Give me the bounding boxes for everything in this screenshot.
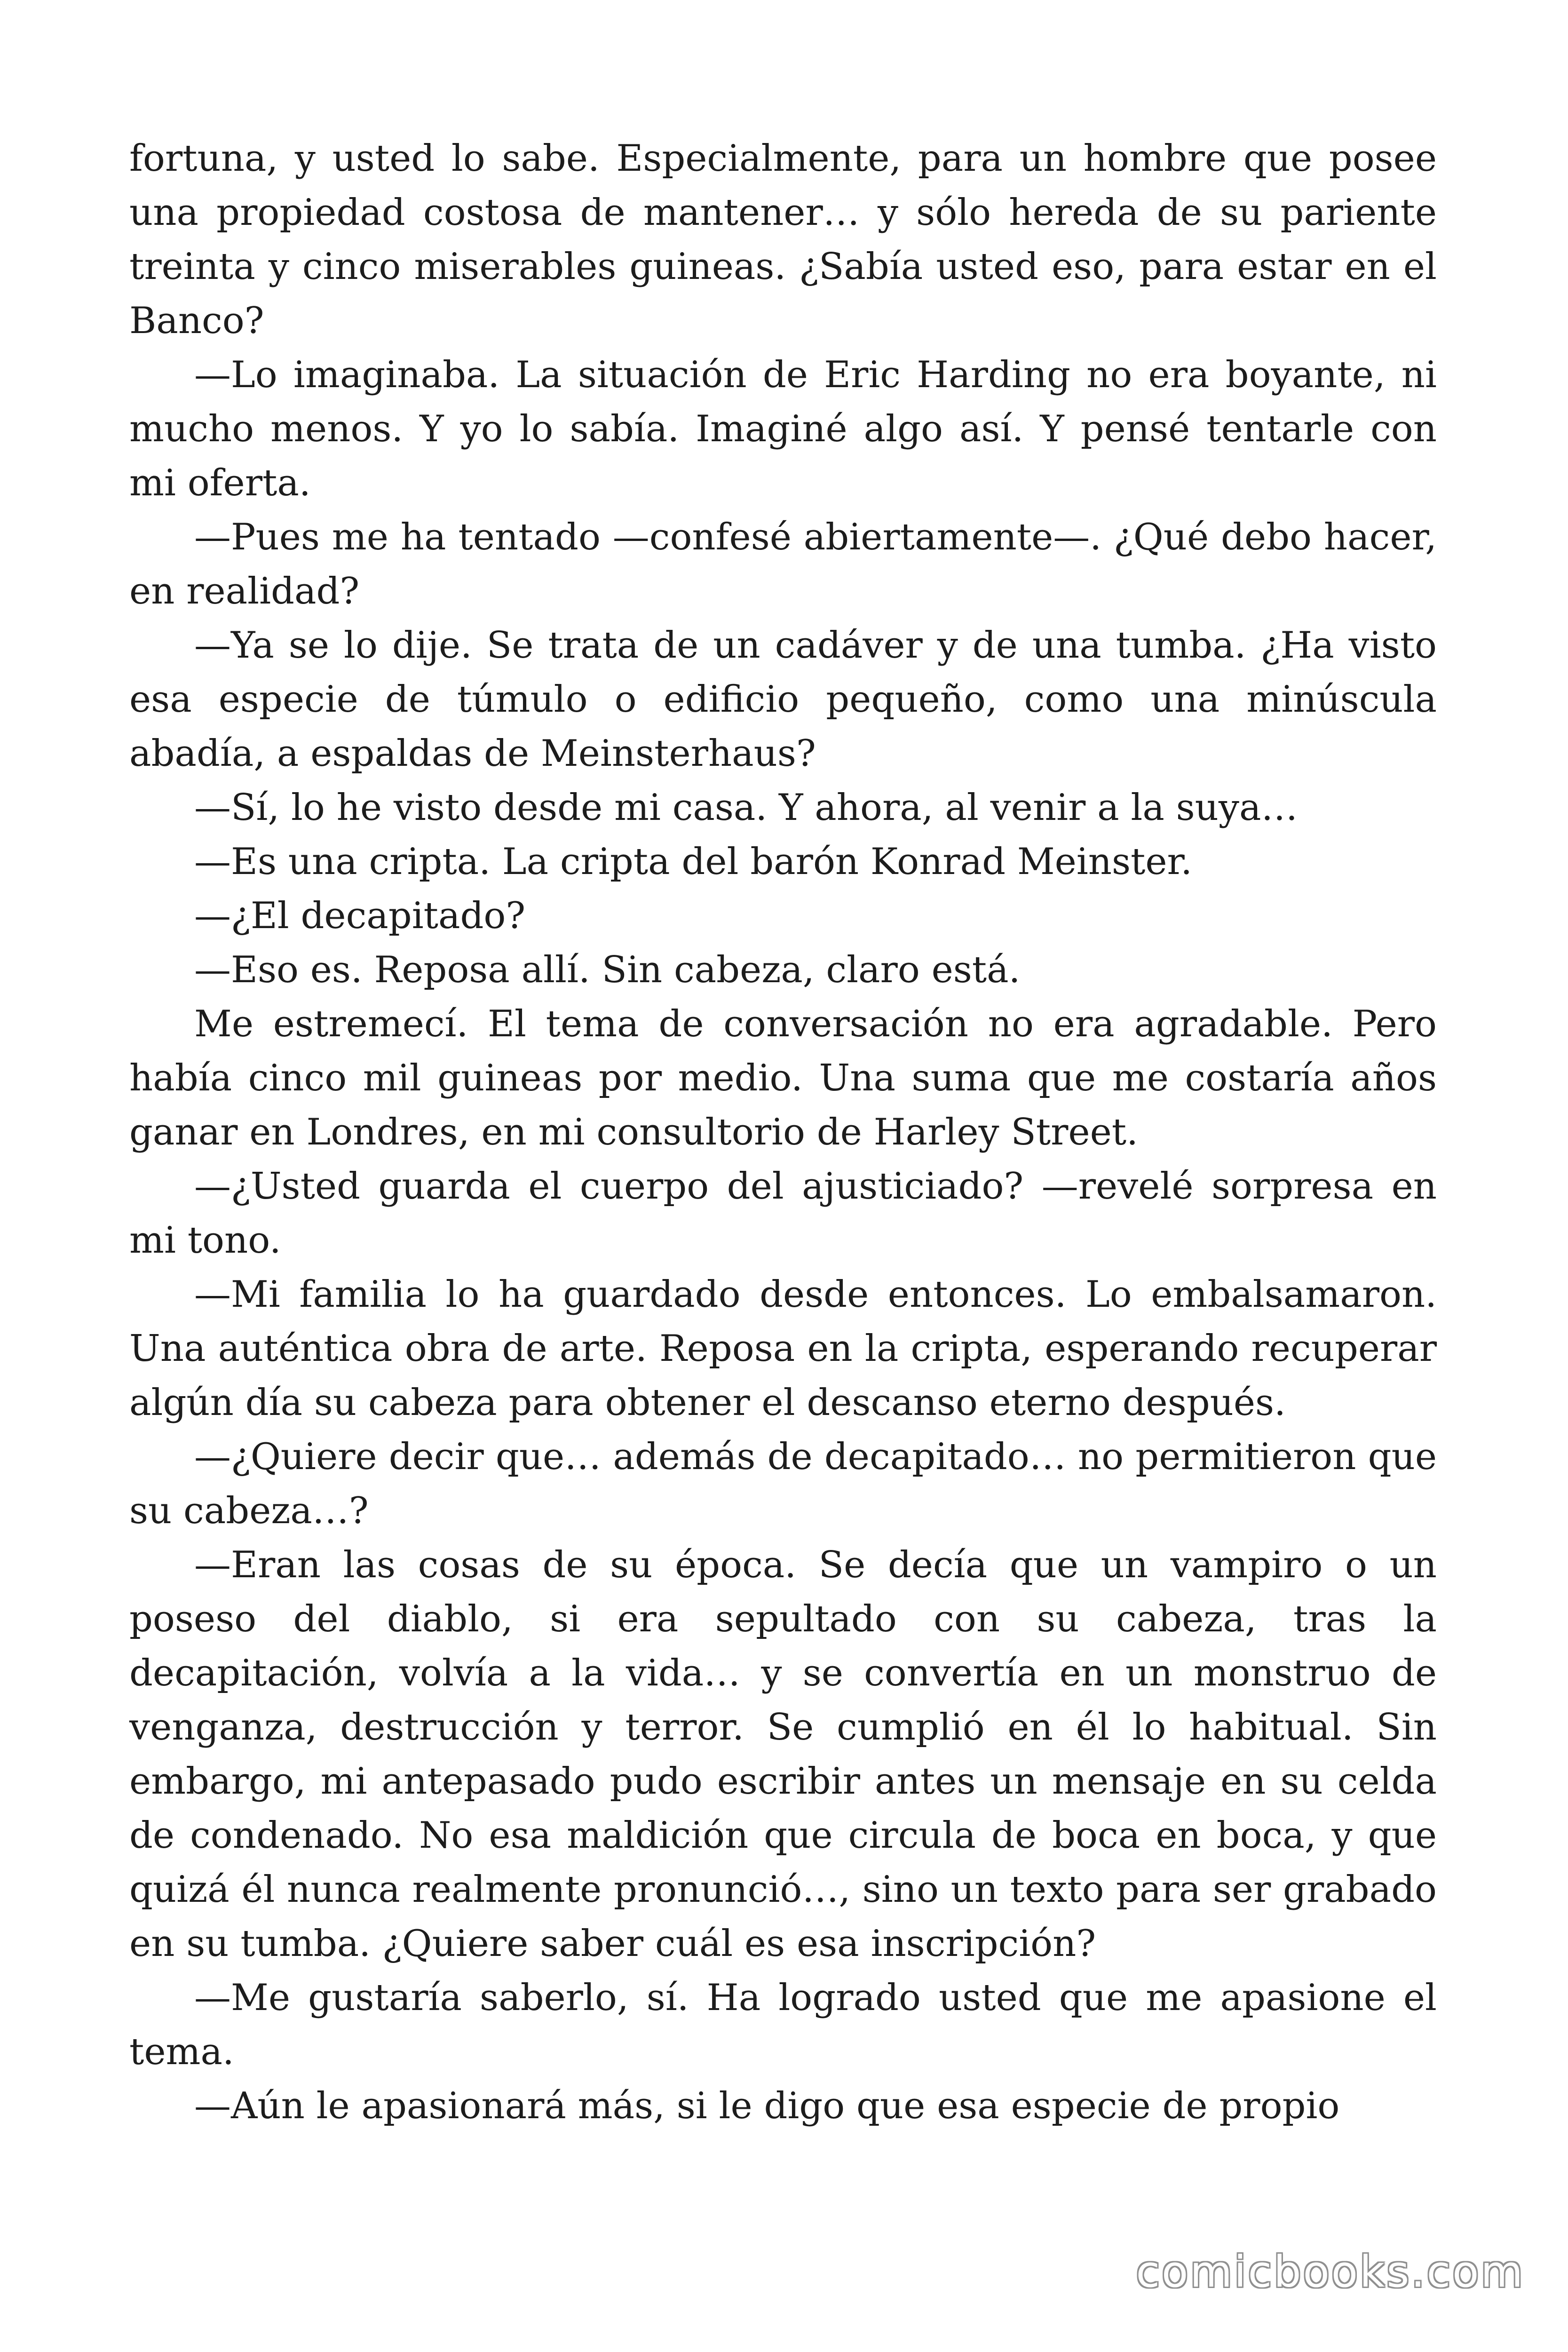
paragraph-8: —Eso es. Reposa allí. Sin cabeza, claro está. bbox=[194, 949, 1021, 991]
paragraph-7: —¿El decapitado? bbox=[194, 895, 526, 937]
paragraph-12: —¿Quiere decir que… además de decapitado… no permitieron que su cabeza…? bbox=[129, 1436, 1437, 1532]
paragraph-3: —Pues me ha tentado —confesé abiertamente—. ¿Qué debo hacer, en realidad? bbox=[129, 516, 1437, 612]
paragraph-2: —Lo imaginaba. La situación de Eric Harding no era boyante, ni mucho menos. Y yo lo sabía. Imaginé algo así. Y pensé tentarle con mi oferta. bbox=[129, 354, 1437, 504]
paragraph-6: —Es una cripta. La cripta del barón Konrad Meinster. bbox=[194, 841, 1193, 883]
paragraph-9: Me estremecí. El tema de conversación no era agradable. Pero había cinco mil guineas por medio. Una suma que me costaría años ganar en Londres, en mi consultorio de Harley Street. bbox=[129, 1003, 1437, 1153]
paragraph-14: —Me gustaría saberlo, sí. Ha logrado usted que me apasione el tema. bbox=[129, 1977, 1437, 2073]
paragraph-1: fortuna, y usted lo sabe. Especialmente, para un hombre que posee una propiedad costosa de mantener… y sólo hereda de su pariente treinta y cinco miserables guineas. ¿Sabía usted eso, para estar en el Banco? bbox=[129, 137, 1437, 342]
paragraph-11: —Mi familia lo ha guardado desde entonces. Lo embalsamaron. Una auténtica obra de arte. Reposa en la cripta, esperando recuperar algún día su cabeza para obtener el descanso eterno después. bbox=[129, 1273, 1437, 1424]
paragraph-5: —Sí, lo he visto desde mi casa. Y ahora, al venir a la suya… bbox=[194, 787, 1298, 829]
paragraph-4: —Ya se lo dije. Se trata de un cadáver y de una tumba. ¿Ha visto esa especie de túmulo o edificio pequeño, como una minúscula abadía, a espaldas de Meinsterhaus? bbox=[129, 624, 1437, 775]
watermark: comicbooks.com bbox=[1136, 2247, 1525, 2297]
paragraph-13: —Eran las cosas de su época. Se decía que un vampiro o un poseso del diablo, si era sepultado con su cabeza, tras la decapitación, volvía a la vida… y se convertía en un monstruo de venganza, destrucción y terror. Se cumplió en él lo habitual. Sin embargo, mi antepasado pudo escribir antes un mensaje en su celda de condenado. No esa maldición que circula de boca en boca, y que quizá él nunca realmente pronunció…, sino un texto para ser grabado en su tumba. ¿Quiere saber cuál es esa inscripción? bbox=[129, 1544, 1437, 1965]
paragraph-10: —¿Usted guarda el cuerpo del ajusticiado? —revelé sorpresa en mi tono. bbox=[129, 1165, 1437, 1262]
paragraph-15: —Aún le apasionará más, si le digo que esa especie de propio bbox=[194, 2085, 1340, 2127]
book-page-body bbox=[129, 132, 1437, 2133]
